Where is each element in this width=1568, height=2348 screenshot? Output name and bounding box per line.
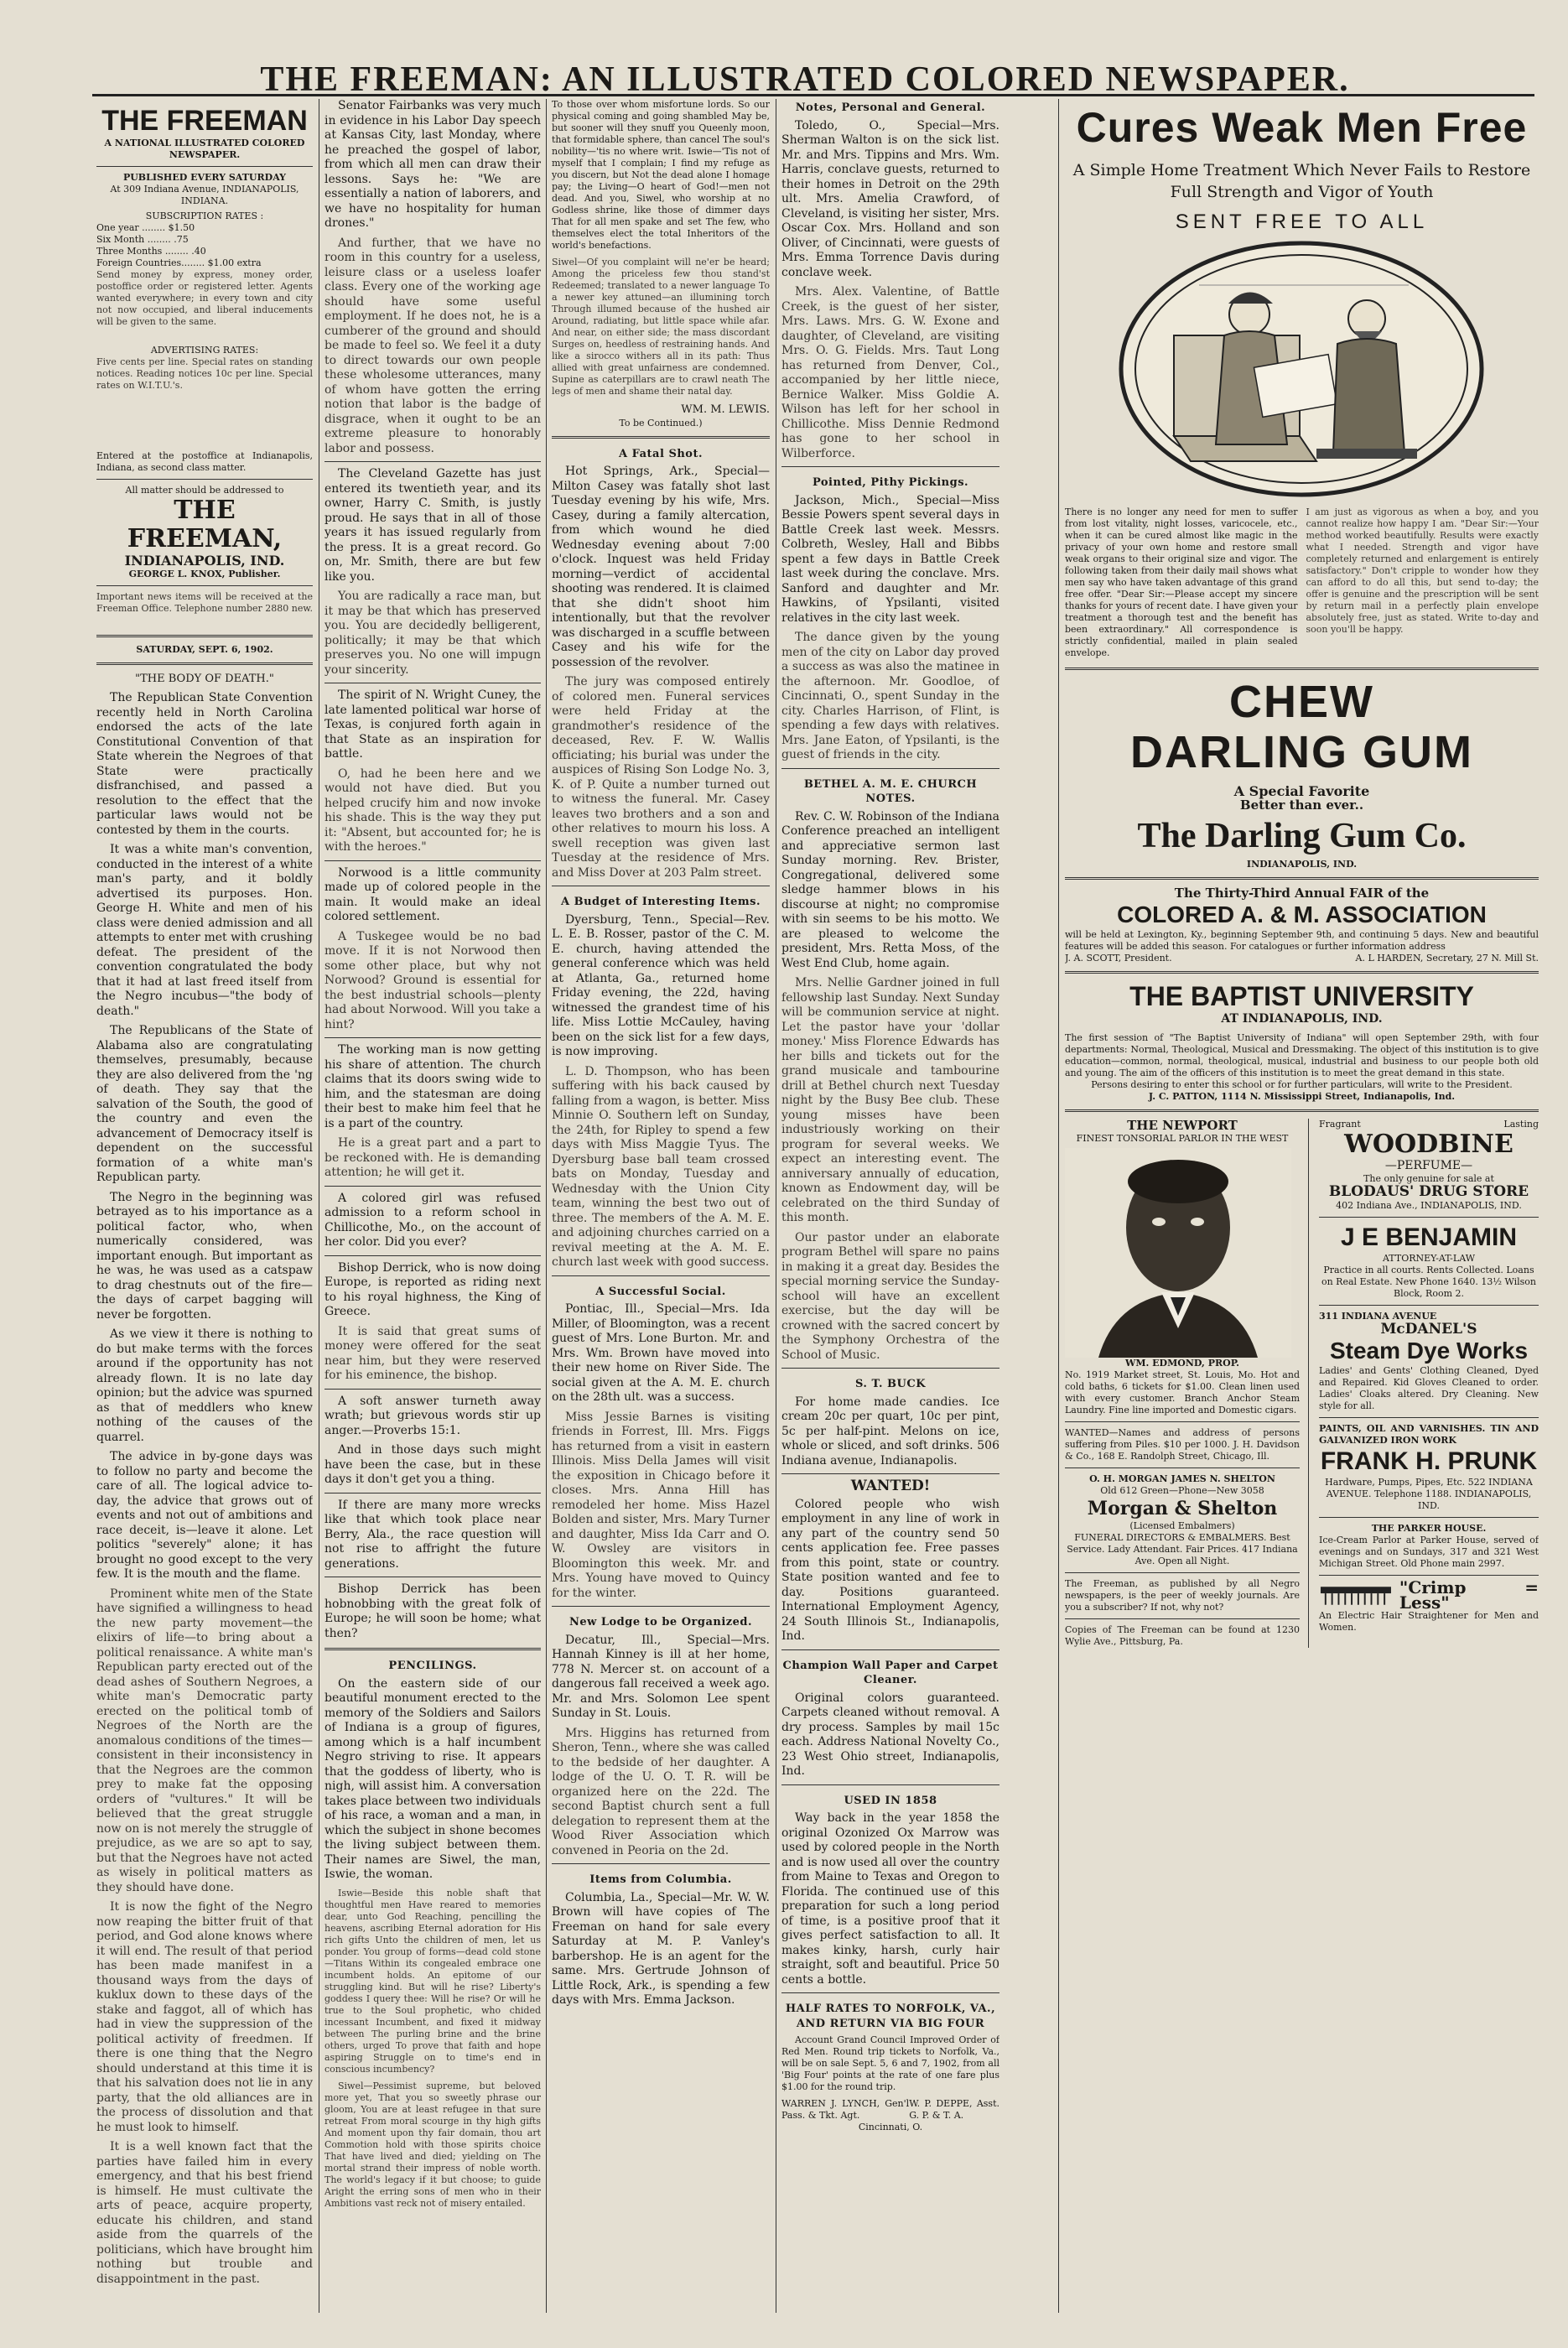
- article-filler: The dance given by the young men of the city on Labor day proved a success as was also the matinee in the afternoon. Mr. Goodloe, of Cincinnati, O., spent Sunday in the city. Charles Harrison, of Flint, is spending a few days with relatives. Mrs. Jane Eaton, of Ypsilanti, is the guest of friends in the city.: [781, 631, 999, 761]
- section-heading: USED IN 1858: [844, 1794, 937, 1807]
- morgan-phone: Old 612 Green—Phone—New 3058: [1100, 1485, 1264, 1496]
- article-paragraph: Jackson, Mich., Special—Miss Bessie Powers spent several days in Battle Creek last week. Messrs. Colbreth, Wesley, Hall and Bibbs spent a few days in Battle Creek last week during the conclave. Mrs. Sanford and daughter and Mr. Hawkins, of Ypsilanti, visited relatives in the city last week.: [781, 493, 999, 625]
- darling-gum-banner: DARLING GUM: [1130, 726, 1473, 777]
- article-filler: Mrs. Nellie Gardner joined in full fellowship last Sunday. Next Sunday will be communion service at night. Let the pastor have your 'dollar money.' Miss Florence Edwards has her bills and tickets out for the grand musicale and tambourine drill at Bethel church next Tuesday night by the Busy Bee club. These young misses have been industriously working on their program for several weeks. We expect an interesting event. The anniversary annually of education, known as Endowment day, will be celebrated on the third Sunday of this month.: [781, 976, 999, 1224]
- benjamin-title: J E BENJAMIN: [1340, 1223, 1518, 1251]
- article-paragraph: Bishop Derrick, who is now doing Europe, is reported as riding next to his royal highness, the King of Greece.: [325, 1260, 541, 1318]
- article-paragraph: Hot Springs, Ark., Special—Milton Casey was fatally shot last Tuesday evening by his wife, Mrs. Casey, during a family altercation, from which wound he died Wednesday evening about 7:00 o'clock. Inquest was held Friday morning—verdict of accidental shooting was rendered. It is claimed that she didn't shoot him intentionally, but that the revolver was discharged in a scuffle between Casey and his wife for the possession of the revolver.: [552, 465, 770, 669]
- article-paragraph: Decatur, Ill., Special—Mrs. Hannah Kinney is ill at her home, 778 N. Mercer st. on account of a dangerous fall received a week ago. Mr. and Mrs. Solomon Lee spent Sunday in St. Louis.: [552, 1633, 770, 1720]
- prunk-body: Hardware, Pumps, Pipes, Etc. 522 INDIANA AVENUE. Telephone 1188. INDIANAPOLIS, IND.: [1325, 1477, 1533, 1511]
- poem-filler: Siwel—Of you complaint will ne'er be heard; Among the priceless few thou stand'st Redeemed; translated to a newer language To a newer key attuned—an illumining torch Through illumed because of the hushed air Around, radiating, but little space while afar. And near, on either side; the mass discordant Surges on, heedless of restraining hands. And like a sirocco withers all in its path: Thus allied with great unfairness are condemned. Supine as caterpillars are to crawl neath The legs of men and shame their natal day.: [552, 257, 770, 397]
- editorial-paragraph: The Republican State Convention recently held in North Carolina endorsed the acts of the late Constitutional Convention of that State wherein the Negroes of that State were practically disfranchised, and passed a resolution to the effect that the particular laws would not be contested by them in the courts.: [96, 691, 313, 837]
- subscription-head: SUBSCRIPTION RATES :: [145, 210, 264, 221]
- fair-intro: The Thirty-Third Annual FAIR of the: [1174, 885, 1430, 901]
- column-4: [781, 99, 999, 2313]
- newport-body: No. 1919 Market street, St. Louis, Mo. Hot and cold baths, 6 tickets for $1.00. Clean linen used with every customer. Branch Anchor Steam Laundry. Fine line imported and Domestic cigars.: [1065, 1369, 1300, 1416]
- article-paragraph: For home made candies. Ice cream 20c per quart, 10c per pint, 5c per half-pint. Melons on ice, whole or sliced, and soft drinks. 506 Indiana avenue, Indianapolis.: [781, 1395, 999, 1468]
- rate-line: Six Month ........ .75: [96, 234, 189, 245]
- fair-secretary: A. L HARDEN, Secretary, 27 N. Mill St.: [1355, 953, 1539, 964]
- parker-body: Ice-Cream Parlor at Parker House, served of evenings and on Sundays, 317 and 321 West Michigan Street. Old Phone main 2997.: [1319, 1535, 1539, 1569]
- column-3: [552, 99, 770, 2313]
- rate-line: Foreign Countries........ $1.00 extra: [96, 257, 262, 268]
- chew-banner: CHEW: [1229, 676, 1374, 727]
- poem-signature: WM. M. LEWIS.: [681, 403, 770, 416]
- article-paragraph: Way back in the year 1858 the original Ozonized Ox Marrow was used by colored people in the North and is now used all over the country from Maine to Texas and Oregon to Florida. The continued use of this preparation for such a long period of time, is a positive proof that it gives perfect satisfaction to all. It makes kinky, harsh, curly hair straight, soft and beautiful. Price 50 cents a bottle.: [781, 1811, 999, 1987]
- gum-better: Better than ever..: [1239, 797, 1364, 813]
- agent-deppe: W. P. DEPPE, Asst. G. P. & T. A.: [909, 2098, 999, 2121]
- poem-filler: Iswie—Beside this noble shaft that thoughtful men Have reared to memories dear, unto God Reaching, pencilling the heavens, ascribing Eternal adoration for His rich gifts Unto the children of men, let us ponder. You group of forms—dead cold stone—Titans Within its congealed embrace one incumbent holds. An epitome of our struggling kind. But will he rise? Liberty's goddess I query thee: Will he rise? Or will he true to the Soul prophetic, who chided incessant Incumbent, and fixed it midway between The purling brine and the brine others, urged To prove that faith and hope aspiring Struggle on to time's end in conscious incumbency?: [325, 1887, 541, 2075]
- section-heading: BETHEL A. M. E. CHURCH NOTES.: [803, 777, 978, 805]
- morgan-title: Morgan & Shelton: [1087, 1498, 1278, 1519]
- morgan-licensed: (Licensed Embalmers): [1129, 1520, 1235, 1531]
- section-heading: A Successful Social.: [595, 1285, 726, 1298]
- article-filler: L. D. Thompson, who has been suffering with his back caused by falling from a wagon, is better. Miss Minnie O. Southern left on Sunday, the 24th, for Ripley to spend a few days with Miss Maggie Tyus. The Dyersburg base ball team crossed bats on Monday, Tuesday and Wednesday with the Union City team, winning the best two out of three. The members of the A. M. E. and adjoining churches carried on a revival meeting at the A. M. E. church last week with good success.: [552, 1064, 770, 1269]
- morgan-body: FUNERAL DIRECTORS & EMBALMERS. Best Service. Lady Attendant. Fair Prices. 417 Indiana Ave. Open all Night.: [1067, 1532, 1298, 1566]
- section-heading: Champion Wall Paper and Carpet Cleaner.: [782, 1659, 999, 1686]
- article-paragraph: Account Grand Council Improved Order of Red Men. Round trip tickets to Norfolk, Va., will be on sale Sept. 5, 6 and 7, 1902, from all 'Big Four' points at the rate of one fare plus $1.00 for the round trip.: [781, 2034, 999, 2092]
- cures-body: There is no longer any need for men to suffer from lost vitality, night losses, varicocele, etc., when it can be cured almost like magic in the privacy of your own home and restore small weak organs to their original size and vigor. The following taken from their daily mail shows what men say who have taken advantage of this grand free offer. "Dear Sir:—Please accept my sincere thanks for yours of recent date. I have given your treatment a thorough test and the benefit has been extraordinary." All correspondence is strictly confidential, mailed in plain sealed envelope.: [1065, 506, 1298, 658]
- article-paragraph: Original colors guaranteed. Carpets cleaned without removal. A dry process. Samples by mail 15c each. Address National Novelty Co., 23 West Ohio street, Indianapolis, Ind.: [781, 1691, 999, 1778]
- mcdanel-body: Ladies' and Gents' Clothing Cleaned, Dyed and Repaired. Kid Gloves Cleaned to order. Ladies' Cloaks altered. Dry Cleaning. New style for all.: [1319, 1365, 1539, 1411]
- article-paragraph: Senator Fairbanks was very much in evidence in his Labor Day speech at Kansas City, last Monday, where he preached the gospel of labor, from which all men can draw their lessons. Says he: "We are essentially a nation of laborers, and we have no hospitality for human drones.": [325, 99, 541, 230]
- section-heading: A Budget of Interesting Items.: [560, 896, 761, 908]
- cures-heading: Cures Weak Men Free: [1076, 104, 1528, 151]
- poem-continued: To those over whom misfortune lords. So our physical coming and going shambled May be, but sooner will they snuff you Queenly moon, that formidable sphere, than cancel The soul's nobility—'tis no where writ. Iswie—'Tis not of myself that I complain; I find my refuge as you discern, but Not the dead alone I homage pay; the Living—O heart of God!—men not dead. And you, Siwel, who worship at no Godless shrine, like those of dimmer days That for all men spake and set The few, who themselves elect the total Inheritors of the world's benefactions.: [552, 99, 770, 251]
- copies-note: Copies of The Freeman can be found at 1230 Wylie Ave., Pittsburg, Pa.: [1065, 1624, 1300, 1647]
- baptist-contact: Persons desiring to enter this school or for further particulars, will write to the President.: [1091, 1078, 1513, 1090]
- editorial-filler: It is now the fight of the Negro now reaping the bitter fruit of that period, and God alone knows where it will end. The result of that period has been made manifest in a thousand ways from the days of kuklux down to these days of the stake and faggot, all of which has had in view the suppression of the political activity of freedmen. If there is one thing that the Negro should understand at this time it is that his salvation does not lie in any party, that the old alliances are in the process of dissolution and that he must look to himself.: [96, 1900, 313, 2134]
- issue-date: SATURDAY, SEPT. 6, 1902.: [136, 643, 273, 655]
- wanted-heading: WANTED!: [850, 1478, 931, 1494]
- paints-line: PAINTS, OIL AND VARNISHES. TIN AND GALVANIZED IRON WORK: [1319, 1423, 1539, 1446]
- editorial-paragraph: As we view it there is nothing to do but make terms with the forces around if the opportunity has not already flown. It is no late day opinion; but the advice was spurned as that of meddlers who knew nothing of the causes of the quarrel.: [96, 1327, 313, 1444]
- news-items-note: Important news items will be received at the Freeman Office. Telephone number 2880 new.: [96, 590, 313, 614]
- article-paragraph: Colored people who wish employment in any line of work in any part of the country send 50 cents application fee. Free passes from this point, state or country. State position wanted and fee to day. Positions guaranteed. International Employment Agency, 24 South Illinois St., Indianapolis, Ind.: [781, 1497, 999, 1643]
- article-filler: Mrs. Higgins has returned from Sheron, Tenn., where she was called to the bedside of her daughter. A lodge of the U. O. T. R. will be organized here on the 22d. The second Baptist church sent a full delegation to represent them at the Wood River Association which convened in Peoria on the 2d.: [552, 1726, 770, 1857]
- advertising-filler: Five cents per line. Special rates on standing notices. Reading notices 10c per line. Special rates on W.I.T.U.'s.: [96, 356, 313, 391]
- proprietor-portrait: [1065, 1148, 1291, 1358]
- editorial-paragraph: It was a white man's convention, conducted in the interest of a white man's party, and it boldly advertised its purposes. Hon. George H. White and men of his class were denied admission and all attempts to enter met with crushing defeat. The president of the convention congratulated the body that it had at last freed itself from the Negro incubus—"the body of death.": [96, 843, 313, 1018]
- morgan-names: O. H. MORGAN JAMES N. SHELTON: [1089, 1473, 1275, 1484]
- subscription-filler: Send money by express, money order, postoffice order or registered letter. Agents wanted everywhere; in every town and city not now occupied, and liberal inducements will be given to the same.: [96, 269, 313, 327]
- article-paragraph: Norwood is a little community made up of colored people in the main. It would make an ideal colored settlement.: [325, 865, 541, 923]
- cures-subheading: A Simple Home Treatment Which Never Fails to Restore Full Strength and Vigor of Youth: [1072, 161, 1531, 201]
- blodaus-store: BLODAUS' DRUG STORE: [1328, 1183, 1529, 1200]
- editorial-paragraph: The Negro in the beginning was betrayed as to his importance as a political factor, who, when numerically considered, was important enough. But important as he was, he was used as a catspaw to drag chestnuts out of the fire—the days of carpet bagging will never be forgotten.: [96, 1190, 313, 1322]
- column-2: [325, 99, 541, 2313]
- section-heading: HALF RATES TO NORFOLK, VA., AND RETURN VIA BIG FOUR: [785, 2003, 996, 2030]
- section-heading: A Fatal Shot.: [619, 447, 703, 460]
- blodaus-address: 402 Indiana Ave., INDIANAPOLIS, IND.: [1336, 1199, 1522, 1211]
- article-filler: Mrs. Alex. Valentine, of Battle Creek, is the guest of her sister, Mrs. Laws. Mrs. G. W. Exone and daughter, of Cleveland, are visiting Mrs. O. G. Fields. Mrs. Taut Long has returned from Denver, Col., accompanied by her little niece, Bernice Walker. Miss Goldie A. Wilson has left for her school in Chillicothe. Miss Dennie Redmond has gone to her school in Wilberforce.: [781, 285, 999, 460]
- section-heading: New Lodge to be Organized.: [569, 1616, 753, 1629]
- editorial-filler: Prominent white men of the State have signified a willingness to head the new party movement—the elixirs of life—to bring about a political renaissance. A white man's Republican party erected out of the dead ashes of Southern Negroes, a white man's Democratic party erected on the political tomb of Negroes of the North are the anomalous conditions of the times—consistent in their inconsistency in that the Negroes are the common prey to make fat the opposing orders of "vultures." It will be believed that the great struggle now on is not merely the struggle of prejudice, as we are so apt to say, but that the Negroes have not acted as wisely in political matters as they should have done.: [96, 1587, 313, 1894]
- section-heading: Pointed, Pithy Pickings.: [812, 476, 969, 489]
- nameplate-subtitle: A NATIONAL ILLUSTRATED COLORED NEWSPAPER.: [104, 138, 305, 160]
- gum-company: The Darling Gum Co.: [1137, 816, 1467, 855]
- published-line: PUBLISHED EVERY SATURDAY: [122, 172, 287, 183]
- article-paragraph: On the eastern side of our beautiful monument erected to the memory of the Soldiers and Sailors of Indiana is a group of figures, among which is a half incumbent Negro striving to rise. It appears that the goddess of liberty, who is nigh, will assist him. A conversation takes place between two individuals of his race, a woman and a man, in which the subject in shone becomes the living subject between them. Their names are Siwel, the man, Iswie, the woman.: [325, 1676, 541, 1881]
- section-heading: Notes, Personal and General.: [795, 101, 986, 114]
- newport-title: THE NEWPORT: [1127, 1117, 1238, 1133]
- article-paragraph: A colored girl was refused admission to a reform school in Chillicothe, Mo., on the account of her color. Did you ever?: [325, 1191, 541, 1249]
- article-paragraph: The working man is now getting his share of attention. The church claims that its doors swing wide to him, and the statesman are doing their best to make him feel that he is a part of the country.: [325, 1043, 541, 1130]
- advertising-head: ADVERTISING RATES:: [150, 345, 259, 356]
- baptist-body: The first session of "The Baptist University of Indiana" will open September 29th, with four departments: Normal, Theological, Musical and Dressmaking. The object of this institution is to give education—common, normal, theological, musical, industrial and business to our people both old and young. The aim of the officers of this institution is to meet the great demand in this state.: [1065, 1031, 1539, 1078]
- editorial-filler: It is a well known fact that the parties have failed him in every emergency, and that his best friend is himself. He must cultivate the arts of peace, acquire property, educate his children, and stand aside from the quarrels of the politicians, which have brought him nothing but trouble and disappointment in the past.: [96, 2140, 313, 2286]
- article-paragraph: The Cleveland Gazette has just entered its twentieth year, and its owner, Harry C. Smith, is justly proud. He says that in all of those years it has issued regularly from the press. It is a great record. Go on, Mr. Smith, there are but few like you.: [325, 467, 541, 584]
- woodbine-title: WOODBINE: [1344, 1129, 1513, 1159]
- benjamin-body: Practice in all courts. Rents Collected. Loans on Real Estate. New Phone 1640. 13½ Wilson Block, Room 2.: [1321, 1264, 1537, 1299]
- crimp-body: An Electric Hair Straightener for Men and Women.: [1319, 1610, 1539, 1633]
- continued-note: To be Continued.): [619, 417, 703, 429]
- page-masthead: THE FREEMAN: AN ILLUSTRATED COLORED NEWSPAPER.: [260, 60, 1350, 99]
- newport-subtitle: FINEST TONSORIAL PARLOR IN THE WEST: [1076, 1133, 1289, 1144]
- article-paragraph: Toledo, O., Special—Mrs. Sherman Walton is on the sick list. Mr. and Mrs. Tippins and Mrs. Wm. Harris, conclave guests, returned to their homes in Detroit on the 29th ult. Mrs. Amelia Crawford, of Cleveland, is visiting her sister, Mrs. Oscar Cox. Mrs. Holland and son Oliver, of Cincinnati, were guests of Mrs. Emma Torrence Davis during conclave week.: [781, 118, 999, 279]
- article-filler: Our pastor under an elaborate program Bethel will spare no pains in making it a great day. Besides the special morning service the Sunday-school will have an excellent exercise, but the day will be crowned with the sacred concert by the Symphony Orchestra of the School of Music.: [781, 1230, 999, 1362]
- publisher-address: At 309 Indiana Avenue, INDIANAPOLIS, INDIANA.: [110, 184, 299, 206]
- article-paragraph: Bishop Derrick has been hobnobbing with the great folk of Europe; he will soon be home; what then?: [325, 1582, 541, 1640]
- woodbine-only: The only genuine for sale at: [1363, 1173, 1494, 1184]
- entered-line: Entered at the postoffice at Indianapolis, Indiana, as second class matter.: [96, 450, 313, 473]
- section-heading: PENCILINGS.: [388, 1660, 477, 1672]
- article-filler: A Tuskegee would be no bad move. If it is not Norwood then some other place, but why not Norwood? Ground is essential for the best industrial schools—plenty had about Norwood. Will you take a hint?: [325, 929, 541, 1031]
- article-paragraph: Rev. C. W. Robinson of the Indiana Conference preached an intelligent and appreciative sermon last Sunday morning. Rev. Brister, Congregational, delivered some sledge hammer blows in his discourse at night; no compromise with sin seems to be his motto. We are pleased to welcome the president, Mrs. Retta Moss, of the West End Club, home again.: [781, 809, 999, 970]
- sent-free: SENT FREE TO ALL: [1175, 210, 1429, 233]
- baptist-president: J. C. PATTON, 1114 N. Mississippi Street, Indianapolis, Ind.: [1148, 1090, 1456, 1102]
- article-paragraph: If there are many more wrecks like that which took place near Berry, Ala., the race question will not rise to affright the future generations.: [325, 1498, 541, 1571]
- article-paragraph: And in those days such might have been the case, but in these days it don't get you a thing.: [325, 1443, 541, 1486]
- rate-line: One year ........ $1.50: [96, 222, 195, 233]
- article-filler: O, had he been here and we would not have died. But you helped crucify him and now invoke his shade. This is the way they put it: "Absent, but accounted for; he is with the heroes.": [325, 766, 541, 854]
- publisher-name: THE FREEMAN,: [127, 496, 283, 553]
- column-5-ads: [1065, 99, 1539, 2313]
- section-heading: Items from Columbia.: [589, 1873, 732, 1886]
- addressed-to: All matter should be addressed to: [125, 485, 284, 496]
- publisher: GEORGE L. KNOX, Publisher.: [128, 568, 281, 579]
- woodbine-fragrant: Fragrant: [1319, 1118, 1361, 1130]
- baptist-subtitle: AT INDIANAPOLIS, IND.: [1221, 1012, 1383, 1026]
- mcdanel-title: McDANEL'S: [1380, 1320, 1477, 1338]
- publisher-city: INDIANAPOLIS, IND.: [124, 553, 285, 569]
- cures-filler: I am just as vigorous as when a boy, and you cannot realize how happy I am. "Dear Sir:—Your method worked beautifully. Results were exactly what I needed. Strength and vigor have completely returned and enlargement is entirely satisfactory." Don't cripple to wonder how they can afford to do all this, but send to-day; the offer is genuine and the prescription will be sent by return mail in a perfectly plain envelope absolutely free, just as stated. Write to-day and soon you'll be happy.: [1306, 506, 1539, 635]
- article-paragraph: Columbia, La., Special—Mr. W. W. Brown will have copies of The Freeman on hand for sale every Saturday at M. P. Vanley's barbershop. He is an agent for the same. Mrs. Gertrude Johnson of Little Rock, Ark., is spending a few days with Mrs. Emma Jackson.: [552, 1890, 770, 2007]
- article-paragraph: A soft answer turneth away wrath; but grievous words stir up anger.—Proverbs 15:1.: [325, 1394, 541, 1437]
- mcdanel-address: 311 INDIANA AVENUE: [1319, 1310, 1437, 1322]
- gum-city: INDIANAPOLIS, IND.: [1246, 858, 1358, 870]
- mcdanel-subtitle: Steam Dye Works: [1329, 1338, 1529, 1364]
- agent-lynch: WARREN J. LYNCH, Gen'l Pass. & Tkt. Agt.: [781, 2098, 910, 2121]
- gum-special: A Special Favorite: [1233, 782, 1370, 799]
- editorial-title: "THE BODY OF DEATH.": [135, 672, 274, 685]
- woodbine-lasting: Lasting: [1503, 1118, 1539, 1130]
- article-filler: The jury was composed entirely of colored men. Funeral services were held Friday at the grandmother's residence of the deceased, Rev. F. W. Wallis officiating; his burial was under the auspices of Rising Son Lodge No. 3, K. of P. Quite a number turned out to witness the funeral. Mr. Casey leaves two brothers and a son and other relatives to mourn his loss. A swell reception was given last Tuesday at the residence of Mrs. and Miss Dover at 203 Palm street.: [552, 675, 770, 880]
- fair-president: J. A. SCOTT, President.: [1065, 953, 1172, 964]
- column-rule: [546, 99, 547, 2313]
- wanted-ad: WANTED—Names and address of persons suffering from Piles. $10 per 1000. J. H. Davidson & Co., 168 E. Randolph Street, Chicago, Ill.: [1065, 1427, 1300, 1462]
- baptist-title: THE BAPTIST UNIVERSITY: [1129, 981, 1474, 1011]
- editorial-paragraph: The Republicans of the State of Alabama also are congratulating themselves, presumably, because they are also delivered from the 'ng of death. They say that the salvation of the South, the good of the country and even the advancement of Democracy itself is dependent on the successful formation of a white man's Republican party.: [96, 1024, 313, 1184]
- article-filler: It is said that great sums of money were offered for the seat near him, but they were reserved for his eminence, the bishop.: [325, 1324, 541, 1382]
- column-rule: [1058, 99, 1059, 2313]
- benjamin-subtitle: ATTORNEY-AT-LAW: [1382, 1252, 1476, 1264]
- article-paragraph: The spirit of N. Wright Cuney, the late lamented political war horse of Texas, is conjured forth again in that State as an inspiration for battle.: [325, 688, 541, 761]
- freeman-note: The Freeman, as published by all Negro newspapers, is the peer of weekly journals. Are you a subscriber? If not, why not?: [1065, 1578, 1300, 1613]
- article-filler: Miss Jessie Barnes is visiting friends in Forrest, Ill. Mrs. Figgs has returned from a visit in eastern Illinois. Miss Della James will visit the exposition in Chicago before it closes. Mrs. Anna Hill has remodeled her home. Miss Hazel Bolden and sister, Mrs. Mary Turner and daughter, Miss Ida Carr and O. W. Owsley are visitors in Bloomington this week. Mr. and Mrs. Young have moved to Quincy for the winter.: [552, 1410, 770, 1600]
- column-1: [96, 99, 313, 2313]
- article-filler: And further, that we have no room in this country for a useless, leisure class or a useless loafer class. Every one of the working age should have some useful employment. If he does not, he is a cumberer of the ground and should be made to feel so. We feel it a duty to direct towards our own people these wholesome utterances, many of whom have gotten the erring notion that labor is the badge of disgrace, when it ought to be an extreme pleasure to honorably labor and possess.: [325, 236, 541, 455]
- fair-title: COLORED A. & M. ASSOCIATION: [1117, 901, 1487, 927]
- nameplate-title: THE FREEMAN: [101, 105, 308, 137]
- cures-illustration: [1065, 235, 1539, 503]
- article-paragraph: Dyersburg, Tenn., Special—Rev. L. E. B. Rosser, pastor of the C. M. E. church, having attended the general conference which was held at Atlanta, Ga., returned home Friday evening, the 22d, having witnessed the grandest time of his life. Miss Lottie McCauley, having been on the sick list for a few days, is now improving.: [552, 912, 770, 1058]
- prunk-title: FRANK H. PRUNK: [1320, 1447, 1538, 1475]
- article-filler: You are radically a race man, but it may be that which has preserved you. You are decidedly belligerent, politically; it may be that which preserves you. No one will impugn your sincerity.: [325, 590, 541, 677]
- newport-proprietor: WM. EDMOND, PROP.: [1124, 1358, 1239, 1369]
- buck-heading: S. T. BUCK: [855, 1378, 926, 1390]
- comb-icon: [1319, 1585, 1393, 1607]
- masthead-rule: [92, 94, 1534, 96]
- rate-line: Three Months ........ .40: [96, 246, 206, 257]
- fair-body: will be held at Lexington, Ky., beginning September 9th, and continuing 5 days. New and beautiful features will be added this season. For catalogues or further information address: [1065, 929, 1539, 952]
- crimp-title: "Crimp = Less": [1399, 1577, 1539, 1613]
- poem-filler: Siwel—Pessimist supreme, but beloved more yet, That you so sweetly phrase our gloom, You are at least refugee in that sure retreat From moral scourge in thy high gifts And moment upon thy fair domain, thou art Commotion hold with those spirits choice That have lived and died; yielding on The mortal strand their impress of noble worth. The world's legacy if it but choose; to guide Aright the erring sons of men who in their Ambitions vast reck not of misery entailed.: [325, 2080, 541, 2209]
- woodbine-perfume: —PERFUME—: [1384, 1158, 1473, 1172]
- parker-title: THE PARKER HOUSE.: [1371, 1523, 1487, 1534]
- article-filler: He is a great part and a part to be reckoned with. He is demanding attention; he will get it.: [325, 1136, 541, 1179]
- editorial-paragraph: The advice in by-gone days was to follow no party and become the care of all. The logical advice to-day, the advice that grows out of events and not out of ambitions and race deceit, is—leave it alone. Let politics "severely" alone; it has brought no good except to the very few. It is the mouth and the flame.: [96, 1450, 313, 1581]
- agent-city: Cincinnati, O.: [858, 2122, 923, 2132]
- article-paragraph: Pontiac, Ill., Special—Mrs. Ida Miller, of Bloomington, was a recent guest of Mrs. Lone Burton. Mr. and Mrs. Wm. Brown have moved into their new home on River Side. The social given at the A. M. E. church on the 28th ult. was a success.: [552, 1302, 770, 1404]
